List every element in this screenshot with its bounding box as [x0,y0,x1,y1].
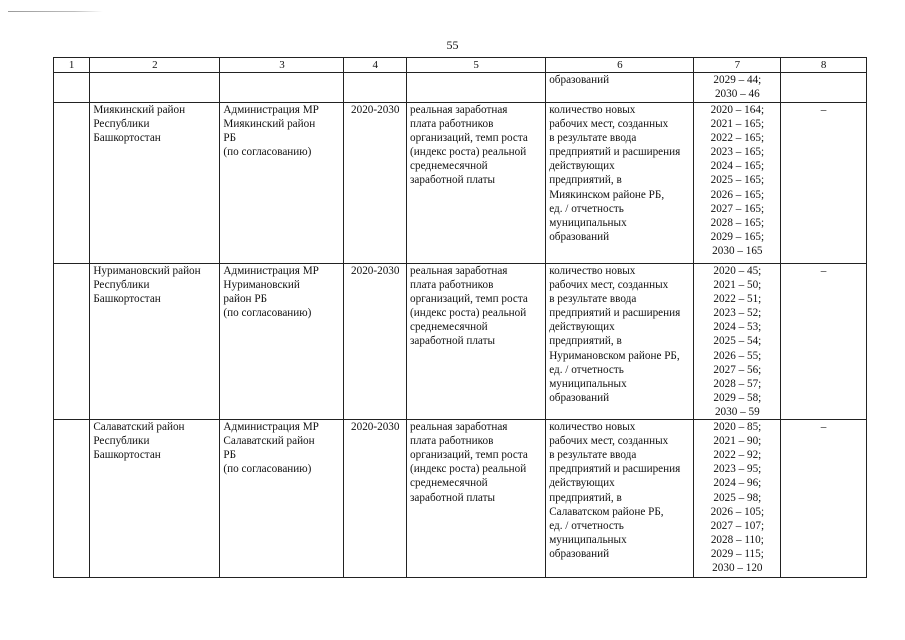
row-number-cell [54,103,90,264]
column-number-2: 2 [90,58,220,73]
target-cell: реальная заработная плата работников организаций, темп роста (индекс роста) реальной среднемесячной заработной платы [407,264,546,420]
period-cell: 2020-2030 [344,103,407,264]
table-row [54,264,867,420]
empty-cell [781,73,867,103]
column-number-4: 4 [344,58,407,73]
table-row [54,420,867,578]
row-number-cell [54,420,90,578]
note-cell: – [781,264,867,420]
scan-artifact-line [8,11,103,12]
target-cell: реальная заработная плата работников организаций, темп роста (индекс роста) реальной среднемесячной заработной платы [407,103,546,264]
column-number-1: 1 [54,58,90,73]
period-cell: 2020-2030 [344,420,407,578]
continuation-row [54,73,867,103]
district-cell: Миякинский район Республики Башкортостан [90,103,220,264]
table-header-row [54,58,867,73]
years-cell: 2020 – 85; 2021 – 90; 2022 – 92; 2023 – 95; 2024 – 96; 2025 – 98; 2026 – 105; 2027 – 107; 2028 – 110; 2029 – 115; 2030 – 120 [694,420,781,578]
indicator-cell: количество новых рабочих мест, созданных в результате ввода предприятий и расширения действующих предприятий, в Нуримановском районе РБ, ед. / отчетность муниципальных образований [546,264,694,420]
column-number-6: 6 [546,58,694,73]
note-cell: – [781,103,867,264]
page-number: 55 [446,38,459,52]
row-number-cell [54,264,90,420]
indicator-cell: количество новых рабочих мест, созданных в результате ввода предприятий и расширения действующих предприятий, в Салаватском районе РБ, ед. / отчетность муниципальных образований [546,420,694,578]
years-cell: 2020 – 45; 2021 – 50; 2022 – 51; 2023 – 52; 2024 – 53; 2025 – 54; 2026 – 55; 2027 – 56; 2028 – 57; 2029 – 58; 2030 – 59 [694,264,781,420]
indicator-cell: образований [546,73,694,103]
table-row [54,103,867,264]
empty-cell [54,73,90,103]
indicator-cell: количество новых рабочих мест, созданных в результате ввода предприятий и расширения действующих предприятий, в Миякинском районе РБ, ед. / отчетность муниципальных образований [546,103,694,264]
district-cell: Нуримановский район Республики Башкортостан [90,264,220,420]
target-cell: реальная заработная плата работников организаций, темп роста (индекс роста) реальной среднемесячной заработной платы [407,420,546,578]
years-cell: 2020 – 164; 2021 – 165; 2022 – 165; 2023 – 165; 2024 – 165; 2025 – 165; 2026 – 165; 2027 – 165; 2028 – 165; 2029 – 165; 2030 – 165 [694,103,781,264]
note-cell: – [781,420,867,578]
empty-cell [344,73,407,103]
empty-cell [220,73,344,103]
executor-cell: Администрация МР Миякинский район РБ (по согласованию) [220,103,344,264]
program-table [53,57,867,578]
column-number-8: 8 [781,58,867,73]
executor-cell: Администрация МР Салаватский район РБ (по согласованию) [220,420,344,578]
empty-cell [90,73,220,103]
years-cell: 2029 – 44; 2030 – 46 [694,73,781,103]
period-cell: 2020-2030 [344,264,407,420]
column-number-7: 7 [694,58,781,73]
empty-cell [407,73,546,103]
column-number-3: 3 [220,58,344,73]
executor-cell: Администрация МР Нуримановский район РБ (по согласованию) [220,264,344,420]
district-cell: Салаватский район Республики Башкортостан [90,420,220,578]
column-number-5: 5 [407,58,546,73]
